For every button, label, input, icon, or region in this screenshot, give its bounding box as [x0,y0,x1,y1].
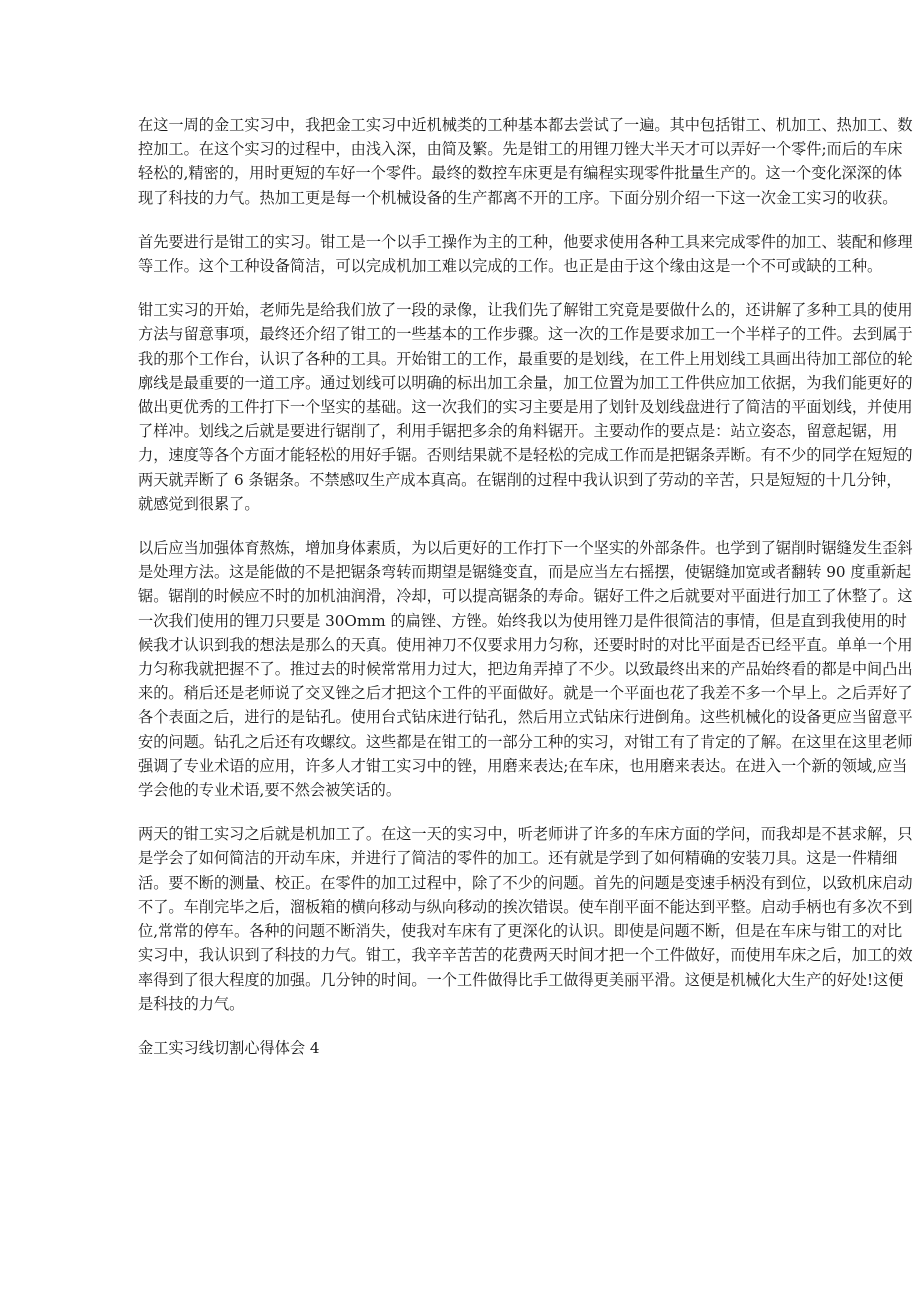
paragraph-fitter-overview: 首先要进行是钳工的实习。钳工是一个以手工操作为主的工种，他要求使用各种工具来完成零件的加工、装配和修理等工作。这个工种设备简洁，可以完成机加工难以完成的工作。也正是由于这个缘由这是一个不可或缺的工种。 [138,232,913,276]
document-page [138,113,916,1060]
paragraph-filing-drilling: 以后应当加强体育熬炼，增加身体素质，为以后更好的工作打下一个坚实的外部条件。也学到了锯削时锯缝发生歪斜是处理方法。这是能做的不是把锯条弯转而期望是锯缝变直，而是应当左右摇摆，使锯缝加宽或者翻转 90 度重新起锯。锯削的时候应不时的加机油润滑，冷却，可以提高锯条的寿命。锯好工件之后就要对平面进行加工了休整了。这一次我们使用的锂刀只要是 30Omm 的扁锉、方锉。始终我以为使用锉刀是件很简洁的事情，但是直到我使用的时候我才认识到我的想法是那么的天真。使用神刀不仅要求用力匀称，还要时时的对比平面是否已经平直。单单一个用力匀称我就把握不了。推过去的时候常常用力过大，把边角弄掉了不少。以致最终出来的产品始终看的都是中间凸出来的。稍后还是老师说了交叉锉之后才把这个工件的平面做好。就是一个平面也花了我差不多一个早上。之后弄好了各个表面之后，进行的是钻孔。使用台式钻床进行钻孔，然后用立式钻床行进倒角。这些机械化的设备更应当留意平安的问题。钻孔之后还有攻螺纹。这些都是在钳工的一部分工种的实习，对钳工有了肯定的了解。在这里在这里老师强调了专业术语的应用，许多人才钳工实习中的锉，用磨来表达;在车床，也用磨来表达。在进入一个新的领域,应当学会他的专业术语,要不然会被笑话的。 [138,539,913,800]
paragraph-fitter-practice: 钳工实习的开始，老师先是给我们放了一段的录像，让我们先了解钳工究竟是要做什么的，还讲解了多种工具的使用方法与留意事项，最终还介绍了钳工的一些基本的工作步骤。这一次的工作是要求加工一个半样子的工件。去到属于我的那个工作台，认识了各种的工具。开始钳工的工作，最重要的是划线，在工件上用划线工具画出待加工部位的轮廓线是最重要的一道工序。通过划线可以明确的标出加工余量，加工位置为加工工件供应加工依据，为我们能更好的做出更优秀的工件打下一个坚实的基础。这一次我们的实习主要是用了划针及划线盘进行了简洁的平面划线，并使用了样冲。划线之后就是要进行锯削了，利用手锯把多余的角料锯开。主要动作的要点是：站立姿态，留意起锯，用力，速度等各个方面才能轻松的用好手锯。否则结果就不是轻松的完成工作而是把锯条弄断。有不少的同学在短短的两天就弄断了 6 条锯条。不禁感叹生产成本真高。在锯削的过程中我认识到了劳动的辛苦，只是短短的十几分钟，就感觉到很累了。 [138,301,913,513]
section-heading: 金工实习线切割心得体会 4 [138,1038,320,1057]
paragraph-machining: 两天的钳工实习之后就是机加工了。在这一天的实习中，听老师讲了许多的车床方面的学问，而我却是不甚求解，只是学会了如何简洁的开动车床，并进行了简洁的零件的加工。还有就是学到了如何精确的安装刀具。这是一件精细活。要不断的测量、校正。在零件的加工过程中，除了不少的问题。首先的问题是变速手柄没有到位，以致机床启动不了。车削完毕之后，溜板箱的横向移动与纵向移动的挨次错误。使车削平面不能达到平整。启动手柄也有多次不到位,常常的停车。各种的问题不断消失，使我对车床有了更深化的认识。即使是问题不断，但是在车床与钳工的对比实习中，我认识到了科技的力气。钳工，我辛辛苦苦的花费两天时间才把一个工件做好，而使用车床之后，加工的效率得到了很大程度的加强。几分钟的时间。一个工件做得比手工做得更美丽平滑。这便是机械化大生产的好处!这便是科技的力气。 [138,825,913,1013]
paragraph-intro: 在这一周的金工实习中，我把金工实习中近机械类的工种基本都去尝试了一遍。其中包括钳工、机加工、热加工、数控加工。在这个实习的过程中，由浅入深，由简及繁。先是钳工的用锂刀锉大半天才可以弄好一个零件;而后的车床轻松的,精密的，用时更短的车好一个零件。最终的数控车床更是有编程实现零件批量生产的。这一个变化深深的体现了科技的力气。热加工更是每一个机械设备的生产都离不开的工序。下面分别介绍一下这一次金工实习的收获。 [138,116,913,207]
